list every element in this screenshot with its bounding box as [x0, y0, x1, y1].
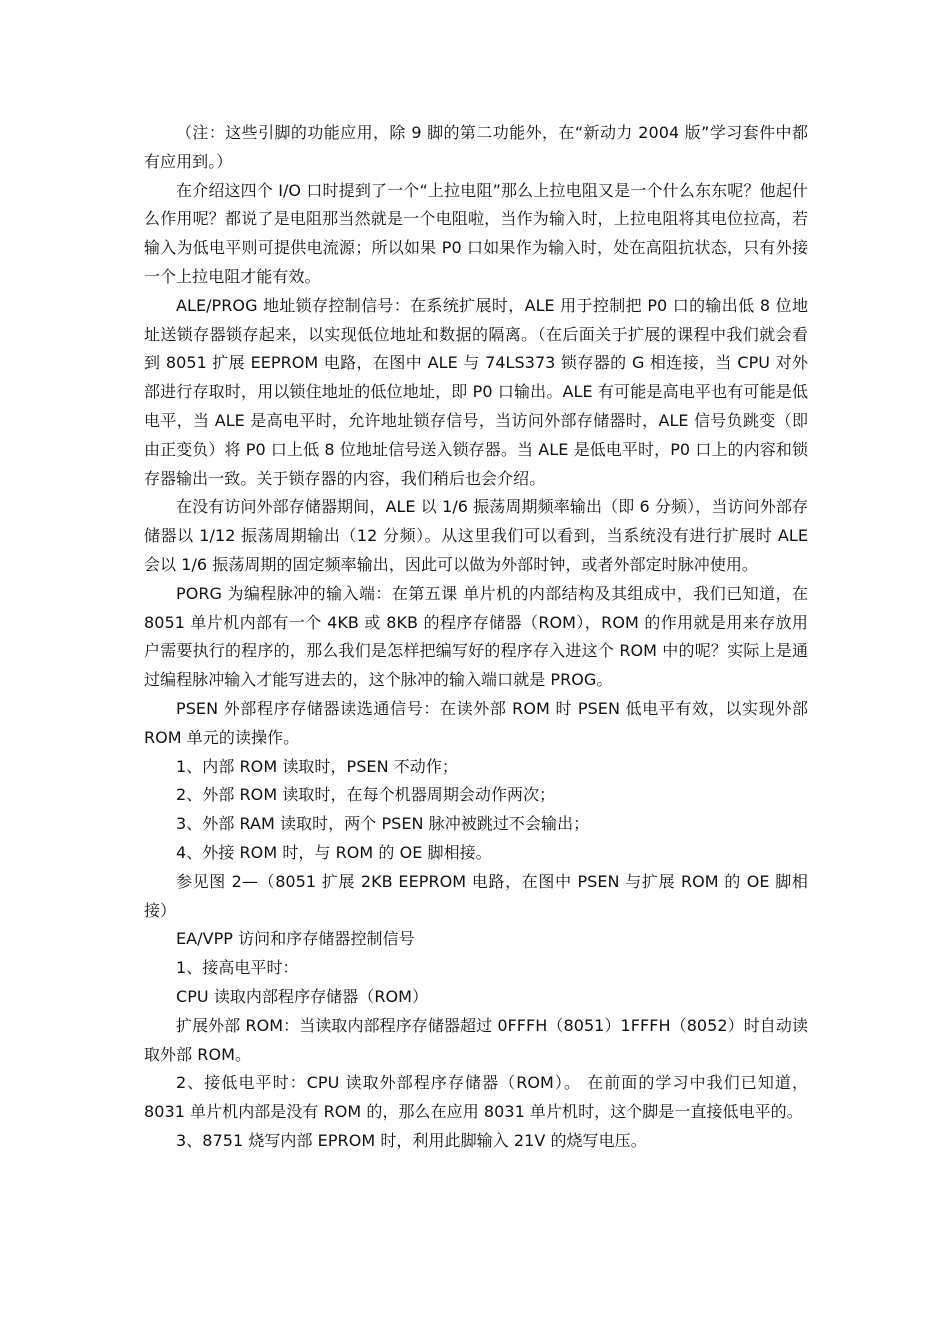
- paragraph-note: （注：这些引脚的功能应用，除 9 脚的第二功能外，在“新动力 2004 版”学习套件中都有应用到。）: [144, 123, 808, 171]
- list-item-ea-2: 2、接低电平时：CPU 读取外部程序存储器（ROM）。 在前面的学习中我们已知道，8031 单片机内部是没有 ROM 的，那么在应用 8031 单片机时，这个脚是一直接低电平的。: [144, 1073, 808, 1122]
- paragraph-ale-frequency: 在没有访问外部存储器期间，ALE 以 1/6 振荡周期频率输出（即 6 分频），当访问外部存储器以 1/12 振荡周期输出（12 分频）。从这里我们可以看到，当系统没有进行扩展时 ALE 会以 1/6 振荡周期的固定频率输出，因此可以做为外部时钟，或者外部定时脉冲使用。: [144, 497, 808, 574]
- paragraph-cpu-read-internal: CPU 读取内部程序存储器（ROM）: [176, 986, 429, 1006]
- paragraph-figure-reference: 参见图 2—（8051 扩展 2KB EEPROM 电路，在图中 PSEN 与扩展 ROM 的 OE 脚相接）: [144, 871, 808, 920]
- paragraph-ea-vpp-heading: EA/VPP 访问和序存储器控制信号: [176, 929, 415, 949]
- paragraph-ale-prog: ALE/PROG 地址锁存控制信号：在系统扩展时，ALE 用于控制把 P0 口的输出低 8 位地址送锁存器锁存起来，以实现低位地址和数据的隔离。（在后面关于扩展的课程中我们就会看到 8051 扩展 EEPROM 电路，在图中 ALE 与 74LS373 锁存器的 G 相连接，当 CPU 对外部进行存取时，用以锁住地址的低位地址，即 P0 口输出。ALE 有可能是高电平也有可能是低电平，当 ALE 是高电平时，允许地址锁存信号，当访问外部存储器时，ALE 信号负跳变（即由正变负）将 P0 口上低 8 位地址信号送入锁存器。当 ALE 是低电平时，P0 口上的内容和锁存器输出一致。关于锁存器的内容，我们稍后也会介绍。: [144, 295, 808, 488]
- list-item-ea-1: 1、接高电平时：: [176, 958, 299, 978]
- list-item-psen-2: 2、外部 ROM 读取时，在每个机器周期会动作两次；: [176, 785, 556, 805]
- paragraph-extend-external-rom: 扩展外部 ROM：当读取内部程序存储器超过 0FFFH（8051）1FFFH（8052）时自动读取外部 ROM。: [144, 1015, 808, 1064]
- paragraph-prog-pulse: PORG 为编程脉冲的输入端：在第五课 单片机的内部结构及其组成中，我们已知道，在 8051 单片机内部有一个 4KB 或 8KB 的程序存储器（ROM），ROM 的作用就是用来存放用户需要执行的程序的，那么我们是怎样把编写好的程序存入进这个 ROM 中的呢？实际上是通过编程脉冲输入才能写进去的，这个脉冲的输入端口就是 PROG。: [144, 583, 808, 690]
- list-item-psen-4: 4、外接 ROM 时，与 ROM 的 OE 脚相接。: [176, 842, 492, 862]
- paragraph-psen: PSEN 外部程序存储器读选通信号：在读外部 ROM 时 PSEN 低电平有效，以实现外部 ROM 单元的读操作。: [144, 698, 808, 747]
- list-item-ea-3: 3、8751 烧写内部 EPROM 时，利用此脚输入 21V 的烧写电压。: [176, 1130, 647, 1150]
- document-body: [144, 119, 808, 1156]
- paragraph-pullup-resistor: 在介绍这四个 I/O 口时提到了一个“上拉电阻”那么上拉电阻又是一个什么东东呢？他起什么作用呢？都说了是电阻那当然就是一个电阻啦，当作为输入时，上拉电阻将其电位拉高，若输入为低电平则可提供电流源；所以如果 P0 口如果作为输入时，处在高阻抗状态，只有外接一个上拉电阻才能有效。: [144, 180, 808, 286]
- list-item-psen-3: 3、外部 RAM 读取时，两个 PSEN 脉冲被跳过不会输出；: [176, 814, 590, 834]
- list-item-psen-1: 1、内部 ROM 读取时，PSEN 不动作；: [176, 756, 458, 776]
